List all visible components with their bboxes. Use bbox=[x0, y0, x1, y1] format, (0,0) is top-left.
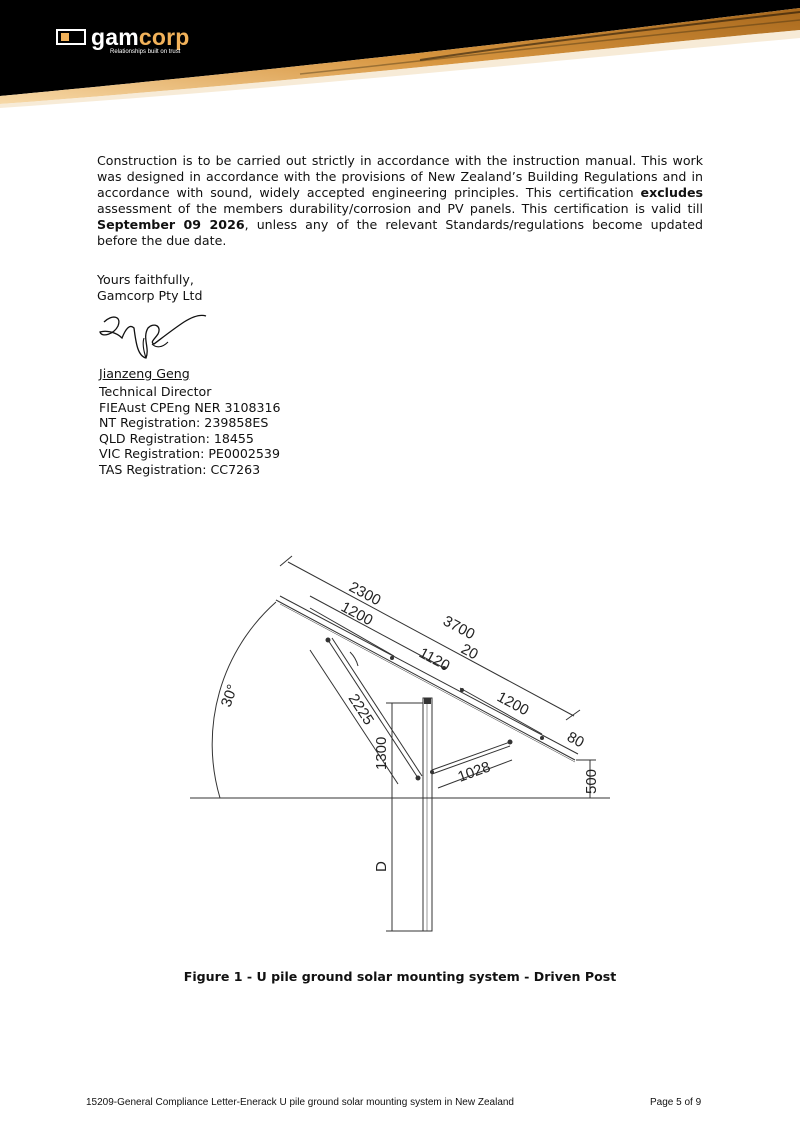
dim-80: 80 bbox=[564, 728, 587, 752]
credential-line: QLD Registration: 18455 bbox=[99, 430, 254, 446]
signer-name: Jianzeng Geng bbox=[99, 366, 190, 381]
dim-2300: 2300 bbox=[346, 578, 384, 610]
dimension-line bbox=[288, 562, 574, 716]
credential-line: VIC Registration: PE0002539 bbox=[99, 446, 280, 461]
credential-line: NT Registration: 239858ES bbox=[99, 415, 269, 430]
salutation: Yours faithfully, bbox=[97, 272, 194, 287]
dim-angle: 30° bbox=[217, 682, 242, 710]
logo-tagline: Relationships built on trust bbox=[110, 49, 181, 55]
dim-500: 500 bbox=[583, 768, 600, 794]
credential-line: Technical Director bbox=[99, 384, 212, 399]
dim-3700: 3700 bbox=[440, 612, 478, 644]
panel-rail bbox=[280, 596, 578, 754]
signer-credentials bbox=[99, 384, 281, 477]
dim-2225: 2225 bbox=[344, 690, 378, 729]
handwritten-signature bbox=[92, 308, 212, 364]
logo-wordmark: gamcorp bbox=[91, 24, 190, 50]
credential-line: TAS Registration: CC7263 bbox=[99, 461, 261, 477]
post bbox=[423, 698, 432, 931]
closing-block bbox=[97, 272, 203, 304]
dim-1028: 1028 bbox=[455, 758, 493, 786]
dim-1120: 1120 bbox=[416, 644, 453, 675]
panel-rail bbox=[276, 600, 575, 760]
dim-20: 20 bbox=[458, 640, 481, 664]
figure-caption: Figure 1 - U pile ground solar mounting system - Driven Post bbox=[183, 969, 617, 984]
mounting-system-drawing bbox=[180, 548, 620, 948]
header-banner bbox=[0, 0, 800, 110]
footer-page-number: Page 5 of 9 bbox=[650, 1097, 702, 1108]
certification-paragraph: Construction is to be carried out strictly in accordance with the instruction manual. This work was designed in accordance with the provisions of New Zealand’s Building Regulations and in accordance with sound, widely accepted engineering principles. This certification excludes assessment of the members durability/corrosion and PV panels. This certification is valid till September 09 2026, unless any of the relevant Standards/regulations become updated before the due date. bbox=[97, 153, 703, 248]
dim-depth: D bbox=[373, 861, 390, 872]
dim-1200-upper: 1200 bbox=[338, 598, 376, 630]
banner-graphic bbox=[0, 0, 800, 110]
logo-icon bbox=[56, 29, 86, 45]
dim-1300: 1300 bbox=[373, 736, 390, 770]
footer-document-title: 15209-General Compliance Letter-Enerack U pile ground solar mounting system in New Zealand bbox=[86, 1097, 514, 1108]
company-name: Gamcorp Pty Ltd bbox=[97, 288, 203, 303]
credential-line: FIEAust CPEng NER 3108316 bbox=[99, 399, 281, 415]
dim-1200-lower: 1200 bbox=[494, 688, 532, 720]
